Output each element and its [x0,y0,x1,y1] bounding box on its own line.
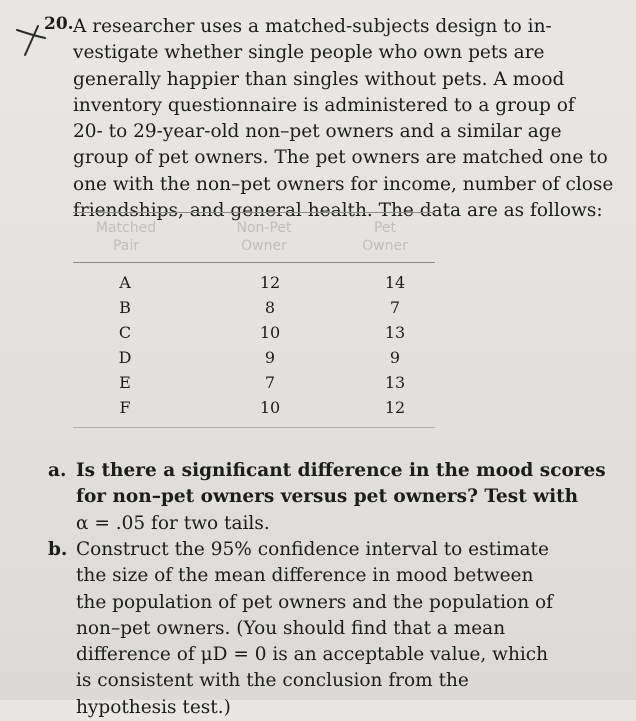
row-e-non-pet: 7 [264,373,276,392]
row-e-pair: E [119,373,131,392]
table-bottom-rule [73,427,435,428]
row-a-pair: A [119,273,131,292]
problem-intro [73,14,623,224]
row-a-pet: 14 [384,273,406,292]
table-top-rule [73,212,435,213]
row-b-non-pet: 8 [264,298,276,317]
intro-line: one with the non–pet owners for income, number of close [73,173,614,195]
header-non-pet-owner: Non-Pet Owner [236,220,292,254]
problem-number: 20. [44,14,74,34]
part-b-text [76,537,621,721]
part-b-line: hypothesis test.) [76,696,231,718]
intro-line: 20- to 29-year-old non–pet owners and a similar age [73,121,562,143]
row-a-non-pet: 12 [259,273,281,292]
row-d-pet: 9 [389,348,401,367]
part-a-label: a. [48,460,67,481]
part-a-line: α = .05 for two tails. [76,512,270,534]
row-b-pair: B [119,298,131,317]
header-pet-owner: Pet Owner [362,220,408,254]
part-b-line: Construct the 95% confidence interval to estimate [76,539,549,560]
row-f-pet: 12 [384,398,406,417]
part-a-line: for non–pet owners versus pet owners? Test with [76,486,579,508]
intro-line: friendships, and general health. The data are as follows: [73,200,603,222]
intro-line: generally happier than singles without pets. A mood [73,68,565,90]
header-rule [73,262,435,263]
intro-line: vestigate whether single people who own pets are [73,42,545,64]
row-f-non-pet: 10 [259,398,281,417]
row-b-pet: 7 [389,298,401,317]
intro-line: group of pet owners. The pet owners are matched one to [73,147,608,169]
row-f-pair: F [119,398,131,417]
part-b-line: the size of the mean difference in mood between [76,565,534,587]
part-a-line: Is there a significant difference in the mood scores [76,460,606,481]
row-d-pair: D [118,348,132,367]
part-b-line: the population of pet owners and the population of [76,591,553,613]
row-c-pet: 13 [384,323,406,342]
part-a-text [76,458,621,537]
part-b-line: difference of μD = 0 is an acceptable value, which [76,644,549,666]
intro-line: A researcher uses a matched-subjects design to in- [73,16,552,37]
row-c-pair: C [118,323,132,342]
intro-line: inventory questionnaire is administered to a group of [73,94,575,116]
row-e-pet: 13 [384,373,406,392]
header-matched-pair: Matched Pair [95,220,157,254]
part-b-line: is consistent with the conclusion from the [76,670,469,692]
row-d-non-pet: 9 [264,348,276,367]
part-b-line: non–pet owners. (You should find that a mean [76,617,506,639]
row-c-non-pet: 10 [259,323,281,342]
part-b-label: b. [48,539,68,560]
handwritten-x-mark-icon [14,22,48,58]
